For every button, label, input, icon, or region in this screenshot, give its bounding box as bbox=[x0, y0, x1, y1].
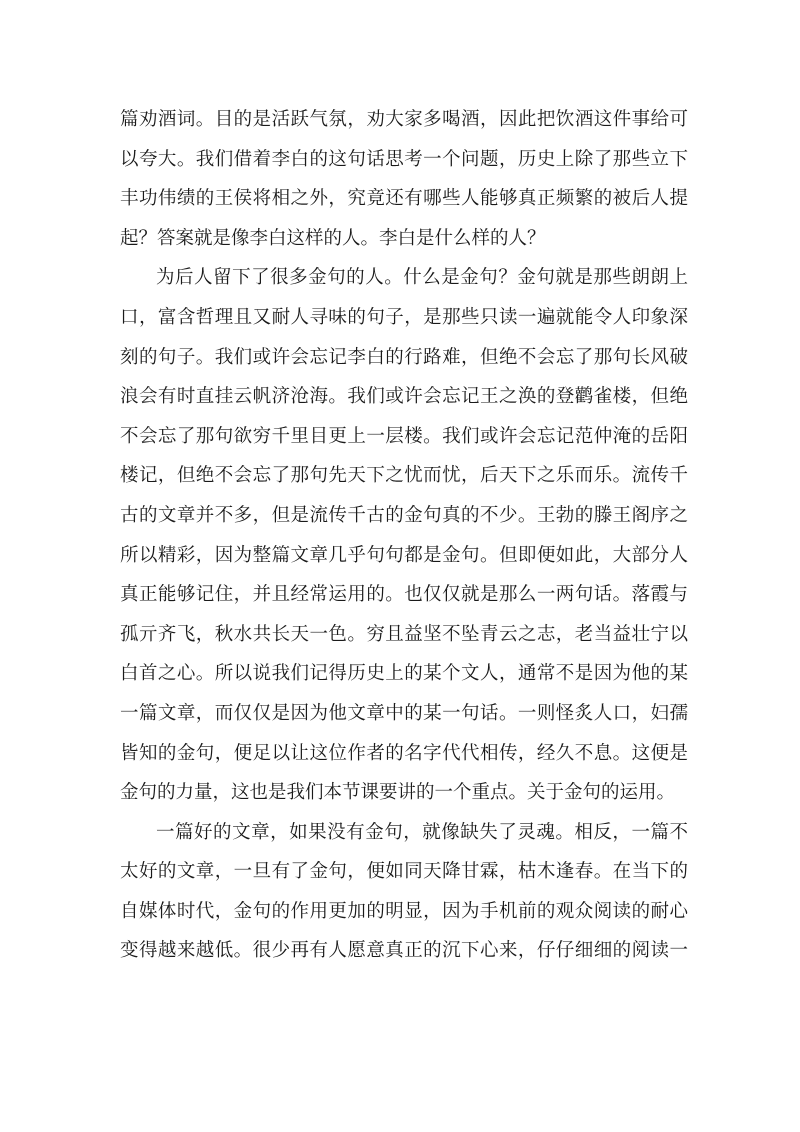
text-line: 口，富含哲理且又耐人寻味的句子，是那些只读一遍就能令人印象深 bbox=[120, 306, 688, 328]
text-line: 一篇好的文章，如果没有金句，就像缺失了灵魂。相反，一篇不 bbox=[156, 821, 688, 843]
text-line: 太好的文章，一旦有了金句，便如同天降甘霖，枯木逢春。在当下的 bbox=[120, 861, 688, 883]
text-line: 皆知的金句，便足以让这位作者的名字代代相传，经久不息。这便是 bbox=[120, 742, 688, 764]
text-line: 丰功伟绩的王侯将相之外，究竟还有哪些人能够真正频繁的被后人提 bbox=[120, 188, 688, 210]
text-line: 自媒体时代，金句的作用更加的明显，因为手机前的观众阅读的耐心 bbox=[120, 900, 688, 922]
paragraph-1 bbox=[120, 100, 688, 258]
text-line: 篇劝酒词。目的是活跃气氛，劝大家多喝酒，因此把饮酒这件事给可 bbox=[120, 109, 688, 130]
text-line: 所以精彩，因为整篇文章几乎句句都是金句。但即便如此，大部分人 bbox=[120, 544, 688, 566]
text-line: 白首之心。所以说我们记得历史上的某个文人，通常不是因为他的某 bbox=[120, 663, 688, 685]
text-line: 为后人留下了很多金句的人。什么是金句？金句就是那些朗朗上 bbox=[156, 267, 688, 289]
text-line: 刻的句子。我们或许会忘记李白的行路难，但绝不会忘了那句长风破 bbox=[120, 346, 688, 368]
paragraph-2 bbox=[120, 258, 688, 812]
text-line: 不会忘了那句欲穷千里目更上一层楼。我们或许会忘记范仲淹的岳阳 bbox=[120, 425, 688, 447]
text-line: 起？答案就是像李白这样的人。李白是什么样的人？ bbox=[120, 227, 546, 249]
text-line: 古的文章并不多，但是流传千古的金句真的不少。王勃的滕王阁序之 bbox=[120, 504, 688, 526]
text-line: 变得越来越低。很少再有人愿意真正的沉下心来，仔仔细细的阅读一 bbox=[120, 940, 688, 962]
text-line: 浪会有时直挂云帆济沧海。我们或许会忘记王之涣的登鹳雀楼，但绝 bbox=[120, 386, 688, 408]
text-line: 金句的力量，这也是我们本节课要讲的一个重点。关于金句的运用。 bbox=[120, 782, 676, 804]
text-line: 孤亓齐飞，秋水共长天一色。穷且益坚不坠青云之志，老当益壮宁以 bbox=[120, 623, 688, 645]
text-line: 一篇文章，而仅仅是因为他文章中的某一句话。一则怪炙人口，妇孺 bbox=[120, 702, 688, 724]
text-line: 真正能够记住，并且经常运用的。也仅仅就是那么一两句话。落霞与 bbox=[120, 584, 688, 606]
text-line: 以夸大。我们借着李白的这句话思考一个问题，历史上除了那些立下 bbox=[120, 148, 688, 170]
text-line: 楼记，但绝不会忘了那句先天下之忧而忧，后天下之乐而乐。流传千 bbox=[120, 465, 688, 487]
document-page bbox=[120, 100, 688, 971]
paragraph-3 bbox=[120, 813, 688, 971]
